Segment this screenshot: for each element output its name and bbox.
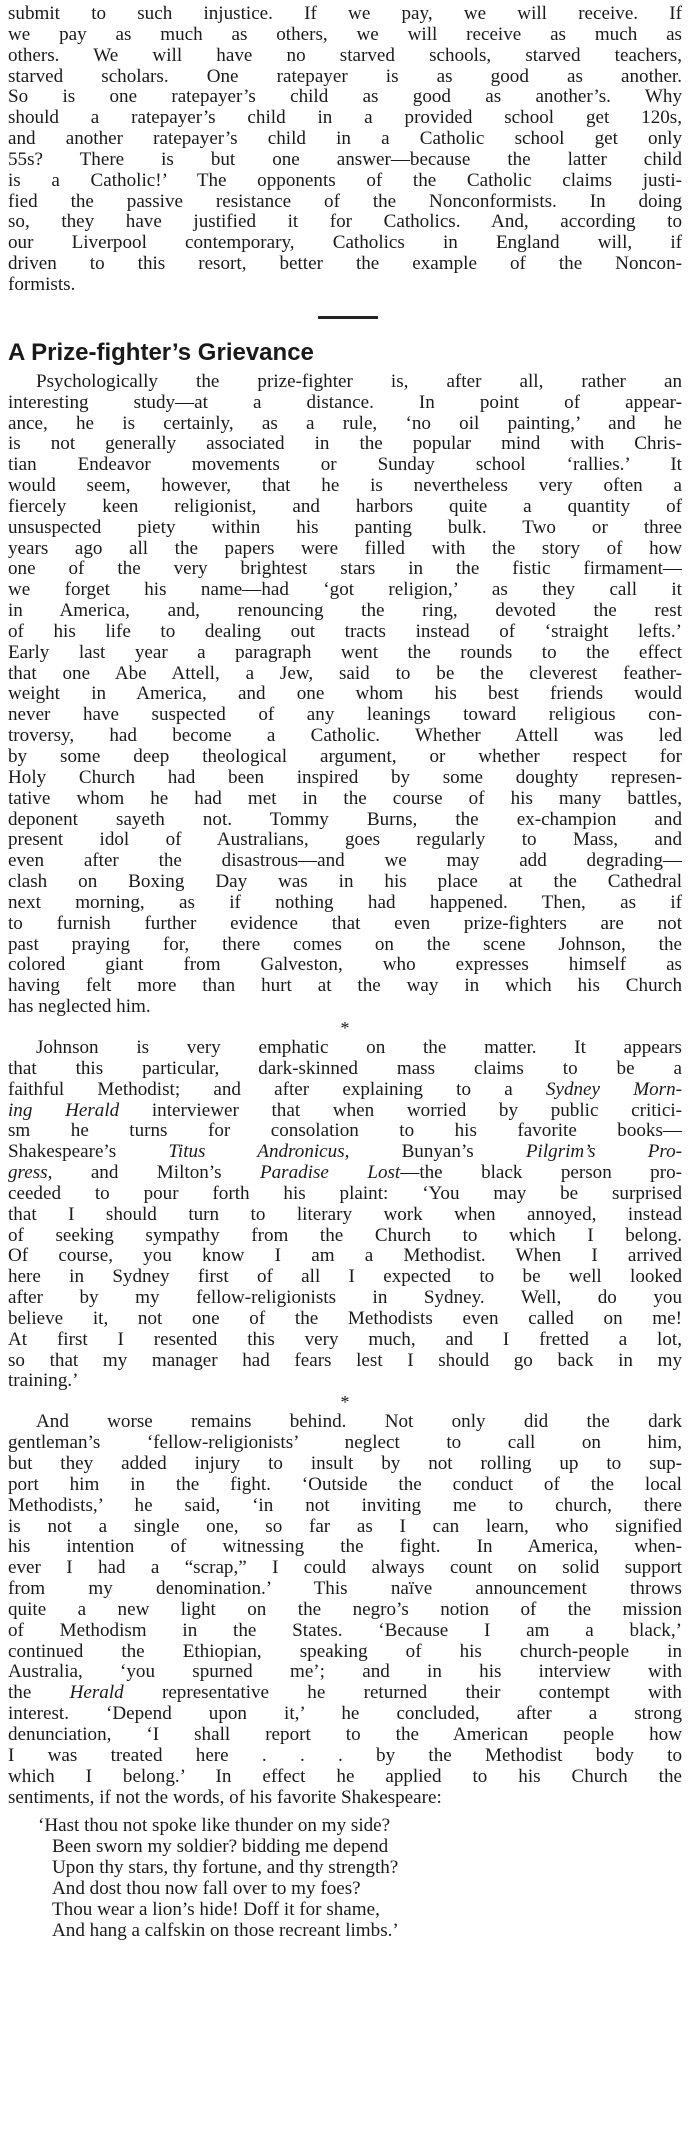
para3-line: interest. ‘Depend upon it,’ he concluded, after a strong	[8, 1703, 682, 1725]
article-paragraph-2	[8, 1038, 682, 1392]
para1-line: is not generally associated in the popular mind with Chris-	[8, 433, 682, 455]
section-divider	[8, 296, 682, 338]
para1-line: years ago all the papers were filled with the story of how	[8, 537, 682, 559]
para1-line: weight in America, and one whom his best friends would	[8, 683, 682, 705]
divider-rule	[318, 316, 378, 319]
intro-line: So is one ratepayer’s child as good as another’s. Why	[8, 86, 682, 108]
intro-line: our Liverpool contemporary, Catholics in England will, if	[8, 232, 682, 254]
para3-line: And worse remains behind. Not only did the dark	[36, 1411, 682, 1433]
intro-line: we pay as much as others, we will receive as much as	[8, 23, 682, 45]
para2-line: ceeded to pour forth his plaint: ‘You may be surprised	[8, 1182, 682, 1204]
intro-line: formists.	[8, 273, 76, 295]
para2-line: At first I resented this very much, and I fretted a lot,	[8, 1328, 682, 1350]
para2-line: Shakespeare’s Titus Andronicus, Bunyan’s Pilgrim’s Pro-	[8, 1141, 682, 1163]
para1-line: colored giant from Galveston, who expresses himself as	[8, 954, 682, 976]
para2-line: Johnson is very emphatic on the matter. It appears	[36, 1036, 682, 1058]
para3-line: but they added injury to insult by not rolling up to sup-	[8, 1453, 682, 1474]
para2-line: here in Sydney first of all I expected to be well looked	[8, 1266, 682, 1288]
para1-line: we forget his name—had ‘got religion,’ as they call it	[8, 579, 682, 601]
para1-line: by some deep theological argument, or whether respect for	[8, 746, 682, 767]
para3-line: is not a single one, so far as I can learn, who signified	[8, 1515, 682, 1537]
intro-line: fied the passive resistance of the Nonconformists. In doing	[8, 190, 682, 212]
para2-line: after by my fellow-religionists in Sydney. Well, do you	[8, 1287, 682, 1309]
para3-line: denunciation, ‘I shall report to the American people how	[8, 1723, 682, 1745]
intro-line: should a ratepayer’s child in a provided school get 120s,	[8, 107, 682, 129]
para1-line: interesting study—at a distance. In point of appear-	[8, 391, 682, 413]
para1-line: that one Abe Attell, a Jew, said to be the cleverest feather-	[8, 662, 682, 684]
para2-line: training.’	[8, 1370, 79, 1392]
para1-line: tian Endeavor movements or Sunday school ‘rallies.’ It	[8, 454, 682, 476]
intro-line: starved scholars. One ratepayer is as good as another.	[8, 65, 682, 87]
para1-line: having felt more than hurt at the way in which his Church	[8, 975, 682, 997]
para1-line: of his life to dealing out tracts instead of ‘straight lefts.’	[8, 620, 682, 642]
para1-line: deponent sayeth not. Tommy Burns, the ex-champion and	[8, 808, 682, 830]
verse-line: Thou wear a lion’s hide! Doff it for shame,	[52, 1898, 380, 1920]
para2-line: believe it, not one of the Methodists even called on me!	[8, 1307, 682, 1329]
verse-line: Been sworn my soldier? bidding me depend	[52, 1836, 389, 1858]
para3-line: port him in the fight. ‘Outside the conduct of the local	[8, 1473, 682, 1495]
verse-line: Upon thy stars, thy fortune, and thy strength?	[52, 1857, 399, 1879]
para1-line: one of the very brightest stars in the fistic firmament—	[8, 558, 682, 580]
para1-line: present idol of Australians, goes regularly to Mass, and	[8, 829, 682, 851]
para3-line: I was treated here . . . by the Methodist body to	[8, 1744, 682, 1766]
para3-line: ever I had a “scrap,” I could always count on solid support	[8, 1557, 682, 1579]
para2-line: faithful Methodist; and after explaining to a Sydney Morn-	[8, 1078, 682, 1100]
para1-line: never have suspected of any leanings toward religious con-	[8, 704, 682, 726]
para1-line: clash on Boxing Day was in his place at the Cathedral	[8, 871, 682, 893]
para1-line: Psychologically the prize-fighter is, after all, rather an	[36, 370, 682, 392]
separator-star-1: *	[340, 1017, 350, 1038]
para2-line: gress, and Milton’s Paradise Lost—the black person pro-	[8, 1162, 682, 1184]
para3-line: sentiments, if not the words, of his favorite Shakespeare:	[8, 1786, 442, 1808]
para1-line: past praying for, there comes on the scene Johnson, the	[8, 933, 682, 955]
para1-line: unsuspected piety within his panting bulk. Two or three	[8, 516, 682, 538]
para2-line: so that my manager had fears lest I should go back in my	[8, 1349, 682, 1371]
para3-line: quite a new light on the negro’s notion of the mission	[8, 1598, 682, 1620]
para1-line: next morning, as if nothing had happened. Then, as if	[8, 891, 682, 913]
para1-line: would seem, however, that he is nevertheless very often a	[8, 475, 682, 497]
para3-line: which I belong.’ In effect he applied to his Church the	[8, 1765, 682, 1787]
para3-line: the Herald representative he returned their contempt with	[8, 1682, 682, 1704]
para1-line: Holy Church had been inspired by some doughty represen-	[8, 766, 682, 788]
intro-line: 55s? There is but one answer—because the latter child	[8, 148, 682, 170]
para2-line: Of course, you know I am a Methodist. When I arrived	[8, 1245, 682, 1267]
para1-line: in America, and, renouncing the ring, devoted the rest	[8, 600, 682, 622]
para1-line: ance, he is certainly, as a rule, ‘no oil painting,’ and he	[8, 412, 682, 434]
verse-line: ‘Hast thou not spoke like thunder on my side?	[38, 1815, 391, 1837]
para1-line: even after the disastrous—and we may add degrading—	[8, 850, 682, 872]
para3-line: from my denomination.’ This naïve announcement throws	[8, 1578, 682, 1600]
intro-line: submit to such injustice. If we pay, we will receive. If	[8, 3, 682, 24]
article-heading: A Prize-fighter’s Grievance	[8, 338, 314, 366]
para3-line: Australia, ‘you spurned me’; and in his interview with	[8, 1661, 682, 1683]
para3-line: Methodists,’ he said, ‘in not inviting me to church, there	[8, 1494, 682, 1516]
separator-star-2: *	[340, 1392, 350, 1413]
intro-line: is a Catholic!’ The opponents of the Catholic claims justi-	[8, 169, 682, 191]
para1-line: fiercely keen religionist, and harbors quite a quantity of	[8, 495, 682, 517]
intro-line: driven to this resort, better the example of the Noncon-	[8, 253, 682, 275]
para1-line: tative whom he had met in the course of his many battles,	[8, 787, 682, 809]
para1-line: troversy, had become a Catholic. Whether Attell was led	[8, 725, 682, 747]
verse-line: And hang a calfskin on those recreant limbs.’	[52, 1919, 399, 1941]
para2-line: ing Herald interviewer that when worried by public critici-	[8, 1099, 682, 1121]
para2-line: that I should turn to literary work when annoyed, instead	[8, 1203, 682, 1225]
para1-line: Early last year a paragraph went the rounds to the effect	[8, 641, 682, 663]
intro-line: so, they have justified it for Catholics. And, according to	[8, 211, 682, 233]
intro-paragraph	[8, 4, 682, 296]
para2-line: of seeking sympathy from the Church to which I belong.	[8, 1224, 682, 1246]
verse-line: And dost thou now fall over to my foes?	[52, 1878, 361, 1900]
para3-line: his intention of witnessing the fight. In America, when-	[8, 1536, 682, 1558]
article-paragraph-1	[8, 372, 682, 1018]
para2-line: sm he turns for consolation to his favorite books—	[8, 1120, 682, 1142]
para1-line: to furnish further evidence that even prize-fighters are not	[8, 912, 682, 934]
para3-line: of Methodism in the States. ‘Because I am a black,’	[8, 1619, 682, 1641]
para2-line: that this particular, dark-skinned mass claims to be a	[8, 1057, 682, 1079]
intro-line: others. We will have no starved schools, starved teachers,	[8, 44, 682, 66]
para3-line: continued the Ethiopian, speaking of his church-people in	[8, 1640, 682, 1662]
shakespeare-verse	[38, 1816, 682, 1941]
para1-line: has neglected him.	[8, 996, 151, 1018]
intro-line: and another ratepayer’s child in a Catholic school get only	[8, 128, 682, 150]
para3-line: gentleman’s ‘fellow-religionists’ neglect to call on him,	[8, 1432, 682, 1454]
article-paragraph-3	[8, 1412, 682, 1808]
